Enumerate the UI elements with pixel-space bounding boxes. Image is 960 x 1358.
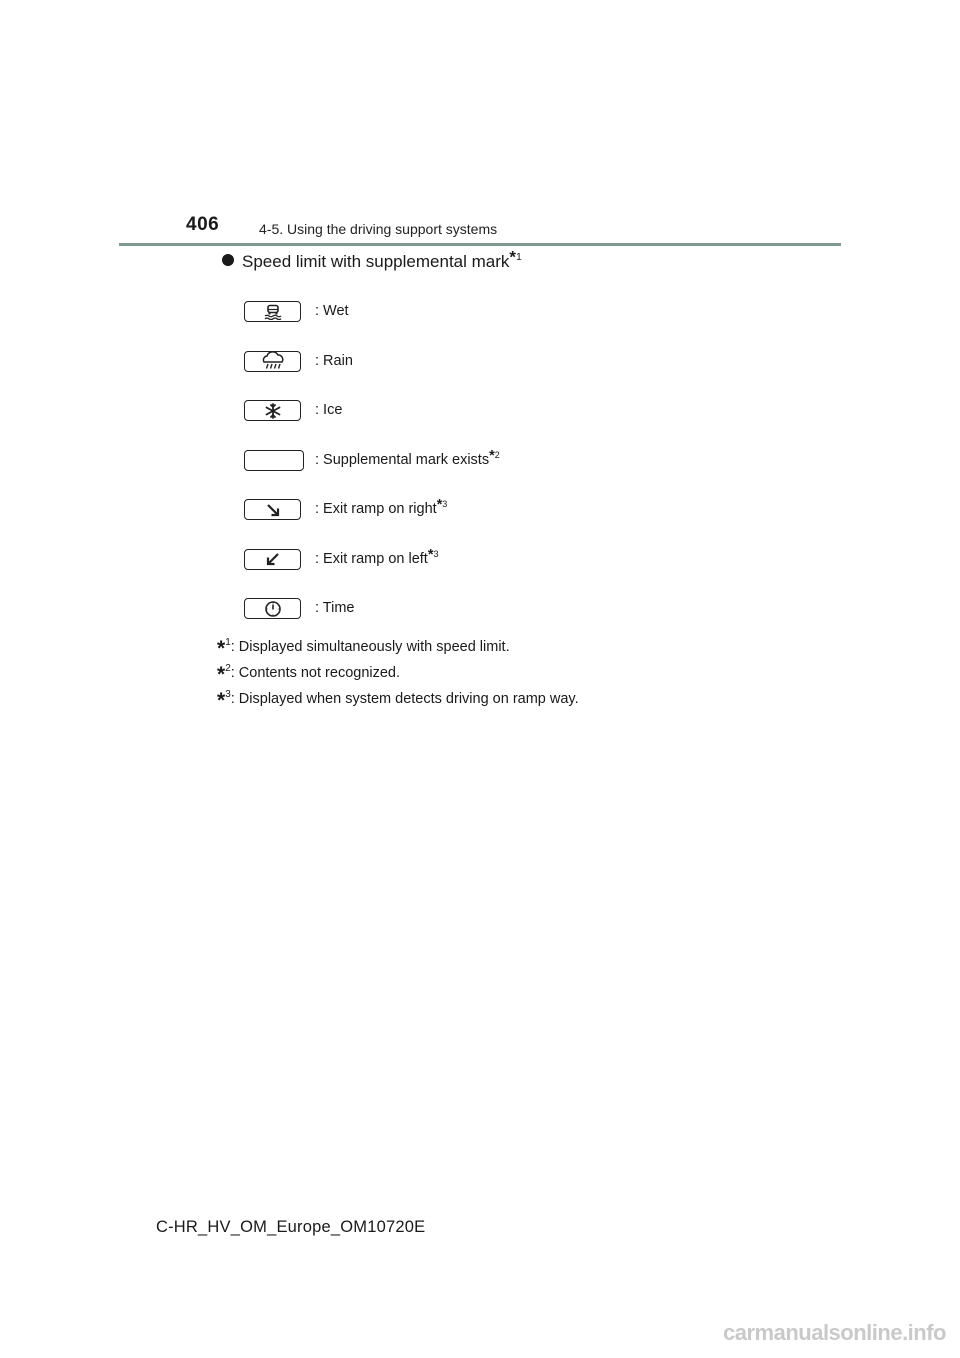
- page-number: 406: [186, 214, 220, 235]
- mark-label-supplemental: : Supplemental mark exists: [315, 451, 490, 468]
- asterisk-icon: *: [217, 689, 226, 712]
- asterisk-icon: *: [217, 637, 226, 660]
- snowflake-icon: [244, 400, 301, 421]
- arrow-down-left-icon: [244, 549, 301, 570]
- footnote-ref: *3: [436, 497, 448, 514]
- mark-label-ice: : Ice: [315, 402, 343, 418]
- subheading-text: Speed limit with supplemental mark: [242, 252, 510, 271]
- wet-road-icon: [244, 301, 301, 322]
- footnote-3: *$^3$: Displayed when system detects driving on ramp way.: [217, 689, 579, 712]
- footnote-2: *$^2$: Contents not recognized.: [217, 663, 401, 686]
- asterisk-icon: *: [217, 663, 226, 686]
- clock-icon: [244, 598, 301, 619]
- footnotes: [217, 637, 579, 715]
- mark-label-rain: : Rain: [315, 352, 353, 369]
- arrow-down-right-icon: [244, 499, 301, 520]
- subheading: [222, 247, 522, 272]
- rain-cloud-icon: [244, 351, 301, 372]
- watermark: carmanualsonline.info: [723, 1320, 946, 1345]
- mark-label-wet: : Wet: [315, 303, 349, 319]
- mark-label-time: : Time: [315, 600, 355, 616]
- footnote-ref: *1: [509, 247, 522, 267]
- document-code: C-HR_HV_OM_Europe_OM10720E: [156, 1218, 426, 1236]
- footnote-ref: *2: [489, 447, 500, 464]
- bullet-icon: [222, 254, 234, 266]
- mark-label-exit-left: : Exit ramp on left: [315, 550, 428, 567]
- section-title: 4-5. Using the driving support systems: [259, 221, 498, 237]
- mark-label-exit-right: : Exit ramp on right: [315, 501, 437, 517]
- header-divider: [119, 243, 841, 246]
- footnote-ref: *3: [427, 546, 439, 563]
- footnote-1: *$^1$: Displayed simultaneously with speed limit.: [217, 637, 510, 660]
- blank-mark-icon: [244, 450, 304, 471]
